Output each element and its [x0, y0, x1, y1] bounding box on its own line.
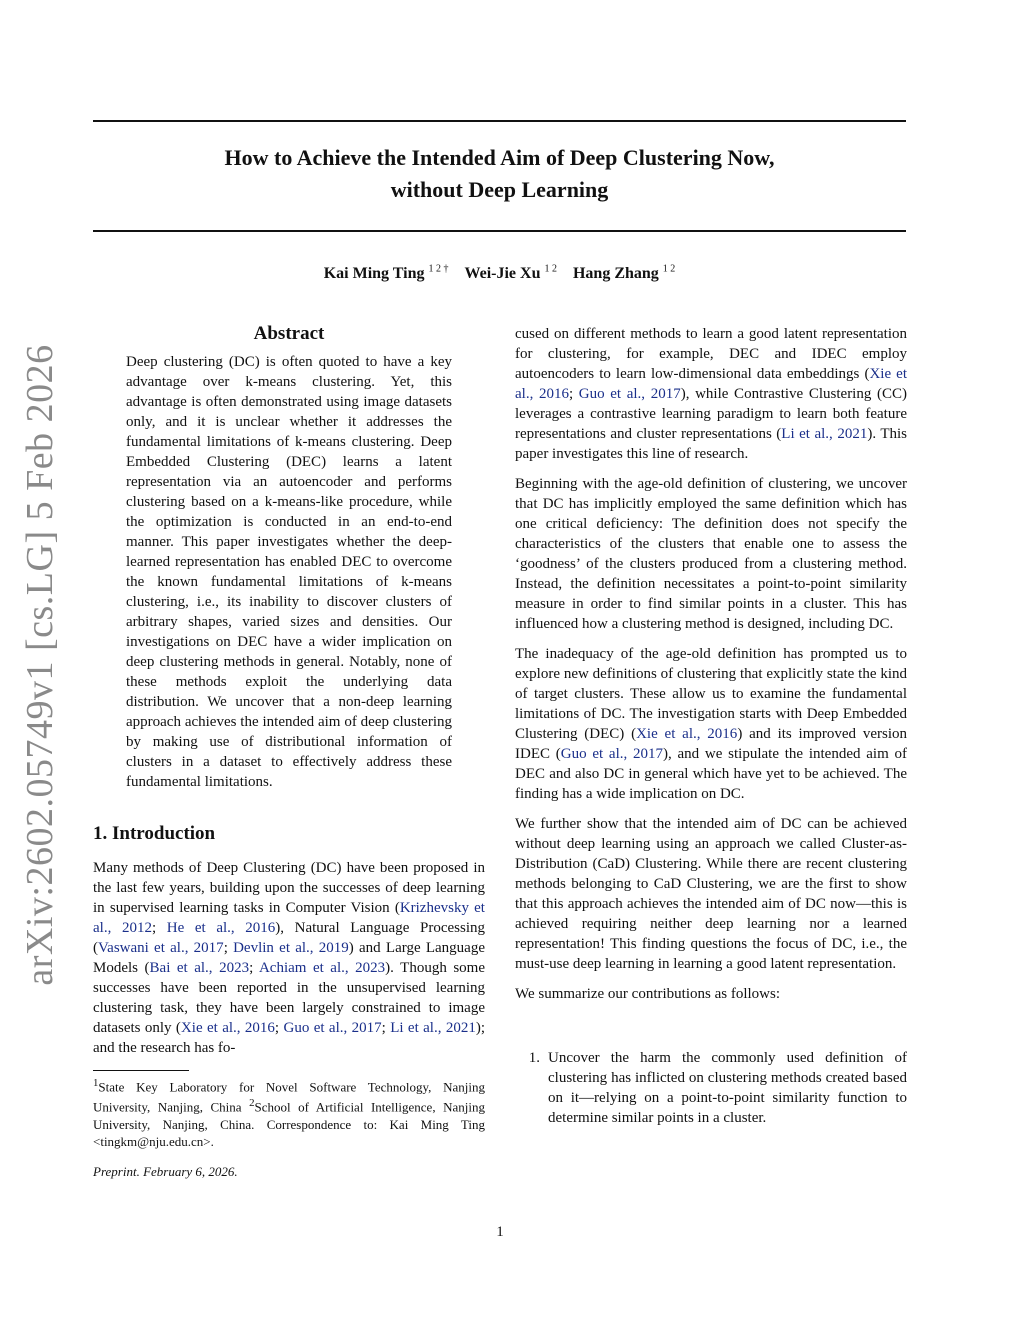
abstract-heading: Abstract: [253, 323, 325, 344]
title-line-2: without Deep Learning: [390, 177, 609, 202]
footnote-rule: [93, 1070, 189, 1071]
intro-paragraph-3: [515, 644, 907, 804]
list-item: [515, 1048, 907, 1128]
affiliation-footnote: [93, 1075, 485, 1150]
paragraph-text: ;: [223, 940, 234, 956]
arxiv-stamp: [10, 344, 70, 986]
citation-link[interactable]: He et al., 2016: [166, 920, 276, 936]
preprint-date: Preprint. February 6, 2026.: [93, 1163, 238, 1179]
citation-link[interactable]: Li et al., 2021: [781, 426, 868, 442]
title-bottom-rule: [93, 230, 906, 232]
footnote-marker: 1: [93, 1077, 99, 1089]
author-name: Kai Ming Ting: [323, 265, 425, 283]
right-column: [515, 324, 907, 1128]
author: [573, 265, 675, 282]
paragraph-text: ), Natural Language Processing (: [93, 920, 485, 956]
author-affiliation: 1 2: [662, 264, 676, 275]
citation-link[interactable]: Li et al., 2021: [390, 1020, 476, 1036]
citation-link[interactable]: Bai et al., 2023: [149, 960, 250, 976]
paragraph-text: ). Though some successes have been reported in the unsupervised learning clustering task, they have been largely constrained to image datasets only (: [93, 960, 485, 1036]
citation-link[interactable]: Krizhevsky et al., 2012: [93, 900, 485, 936]
citation-link[interactable]: Devlin et al., 2019: [233, 940, 349, 956]
citation-link[interactable]: Achiam et al., 2023: [258, 960, 386, 976]
intro-paragraph-1: [93, 858, 485, 1058]
paragraph-text: We summarize our contributions as follows:: [515, 986, 780, 1002]
paragraph-text: ;: [151, 920, 167, 936]
author-affiliation: 1 2: [544, 264, 557, 275]
paragraph-text: cused on different methods to learn a good latent representation for clustering, for example, DEC and IDEC employ autoencoders to learn low-dimensional data embeddings (: [515, 326, 907, 382]
citation-link[interactable]: Guo et al., 2017: [560, 746, 664, 762]
footnote-text: School of Artificial Intelligence, Nanjing University, Nanjing, China. Correspondence to: Kai Ming Ting <tingkm@nju.edu.cn>.: [93, 1099, 485, 1149]
paragraph-text: ;: [568, 386, 579, 402]
paragraph-text: ). This paper investigates this line of research.: [515, 426, 907, 462]
page-number: 1: [496, 1224, 504, 1240]
paragraph-text: ) and Large Language Models (: [93, 940, 485, 976]
list-item-number: 1.: [528, 1050, 540, 1066]
title-top-rule: [93, 120, 906, 122]
contributions-list: [515, 1048, 907, 1128]
paragraph-text: ;: [249, 960, 259, 976]
paragraph-text: The inadequacy of the age-old definition has prompted us to explore new definitions of clustering that explicitly state the kind of target clusters. These allow us to examine the fundamental limitations of DC. The investigation starts with Deep Embedded Clustering (DEC) (: [515, 646, 907, 742]
intro-paragraph-4: [515, 814, 907, 974]
paragraph-text: ), and we stipulate the intended aim of DEC and also DC in general which have yet to be achieved. The finding has a wide implication on DC.: [515, 746, 907, 802]
author-name: Wei-Jie Xu: [464, 265, 541, 283]
list-item-text: Uncover the harm the commonly used definition of clustering has inflicted on clustering methods created based on it—relying on a point-to-point similarity function to determine similar points in a cluster.: [548, 1050, 907, 1126]
intro-paragraph-5: [515, 984, 907, 1004]
paragraph-text: ) and its improved version IDEC (: [515, 726, 907, 762]
paragraph-text: Many methods of Deep Clustering (DC) have been proposed in the last few years, building upon the successes of deep learning in supervised learning tasks in Computer Vision (: [93, 860, 485, 916]
citation-link[interactable]: Xie et al., 2016: [180, 1020, 275, 1036]
paragraph-text: We further show that the intended aim of DC can be achieved without deep learning using an approach we called Cluster-as-Distribution (CaD) Clustering. While there are recent clustering methods belonging to CaD Clustering, we are the first to show that this approach achieves the intended aim of DC now—this is achieved requiring neither deep learning nor a learned representation! This finding questions the focus of DC, i.e., the must-use deep learning in learning a good latent representation.: [515, 816, 907, 972]
citation-link[interactable]: Xie et al., 2016: [515, 366, 908, 402]
author-list: [93, 264, 906, 283]
title-line-1: How to Achieve the Intended Aim of Deep Clustering Now,: [224, 145, 775, 170]
citation-link[interactable]: Vaswani et al., 2017: [98, 940, 224, 956]
paragraph-text: Beginning with the age-old definition of clustering, we uncover that DC has implicitly employed the same definition which has one critical deficiency: The definition does not specify the characteristics of the clusters that enable one to assess the ‘goodness’ of the clusters produced from a clustering method. Instead, the definition necessitates a point-to-point similarity measure in order to find similar points in a cluster. This has influenced how a clustering method is designed, including DC.: [515, 476, 907, 632]
intro-paragraph-2: [515, 474, 907, 634]
section-heading-introduction: 1. Introduction: [93, 823, 216, 844]
intro-paragraph-1-continued: [515, 324, 907, 464]
author-affiliation: 1 2 †: [428, 264, 449, 275]
footnote-text: State Key Laboratory for Novel Software Technology, Nanjing University, Nanjing, China: [93, 1079, 485, 1115]
citation-link[interactable]: Guo et al., 2017: [578, 386, 681, 402]
left-column: [93, 322, 485, 1180]
citation-link[interactable]: Guo et al., 2017: [283, 1020, 382, 1036]
paragraph-text: ), while Contrastive Clustering (CC) leverages a contrastive learning paradigm to learn both feature representations and cluster representations (: [515, 386, 907, 442]
paragraph-text: ;: [274, 1020, 284, 1036]
paragraph-text: ;: [381, 1020, 391, 1036]
citation-link[interactable]: Xie et al., 2016: [636, 726, 738, 742]
author: [464, 265, 557, 282]
footnote-marker: 2: [249, 1097, 255, 1110]
author: [324, 265, 449, 282]
abstract-text: Deep clustering (DC) is often quoted to have a key advantage over k-means clustering. Yet, this advantage is often demonstrated using image datasets only, and it is unclear whether it addresses the fundamental limitations of k-means clustering. Deep Embedded Clustering (DEC) learns a latent representation via an autoencoder and performs clustering based on a k-means-like procedure, while the optimization is conducted in an end-to-end manner. This paper investigates whether the deep-learned representation has enabled DEC to overcome the known fundamental limitations of k-means clustering, i.e., its inability to discover clusters of arbitrary shapes, varied sizes and densities. Our investigations on DEC have a wider implication on deep clustering methods in general. Notably, none of these methods exploit the underlying data distribution. We uncover that a non-deep learning approach achieves the intended aim of deep clustering by making use of distributional information of clusters in a dataset to effectively address these fundamental limitations.: [126, 354, 452, 790]
arxiv-id-text: arXiv:2602.05749v1 [cs.LG] 5 Feb 2026: [19, 344, 61, 986]
paragraph-text: ); and the research has fo-: [93, 1020, 486, 1056]
paper-title: [93, 142, 906, 206]
author-name: Hang Zhang: [572, 265, 659, 283]
